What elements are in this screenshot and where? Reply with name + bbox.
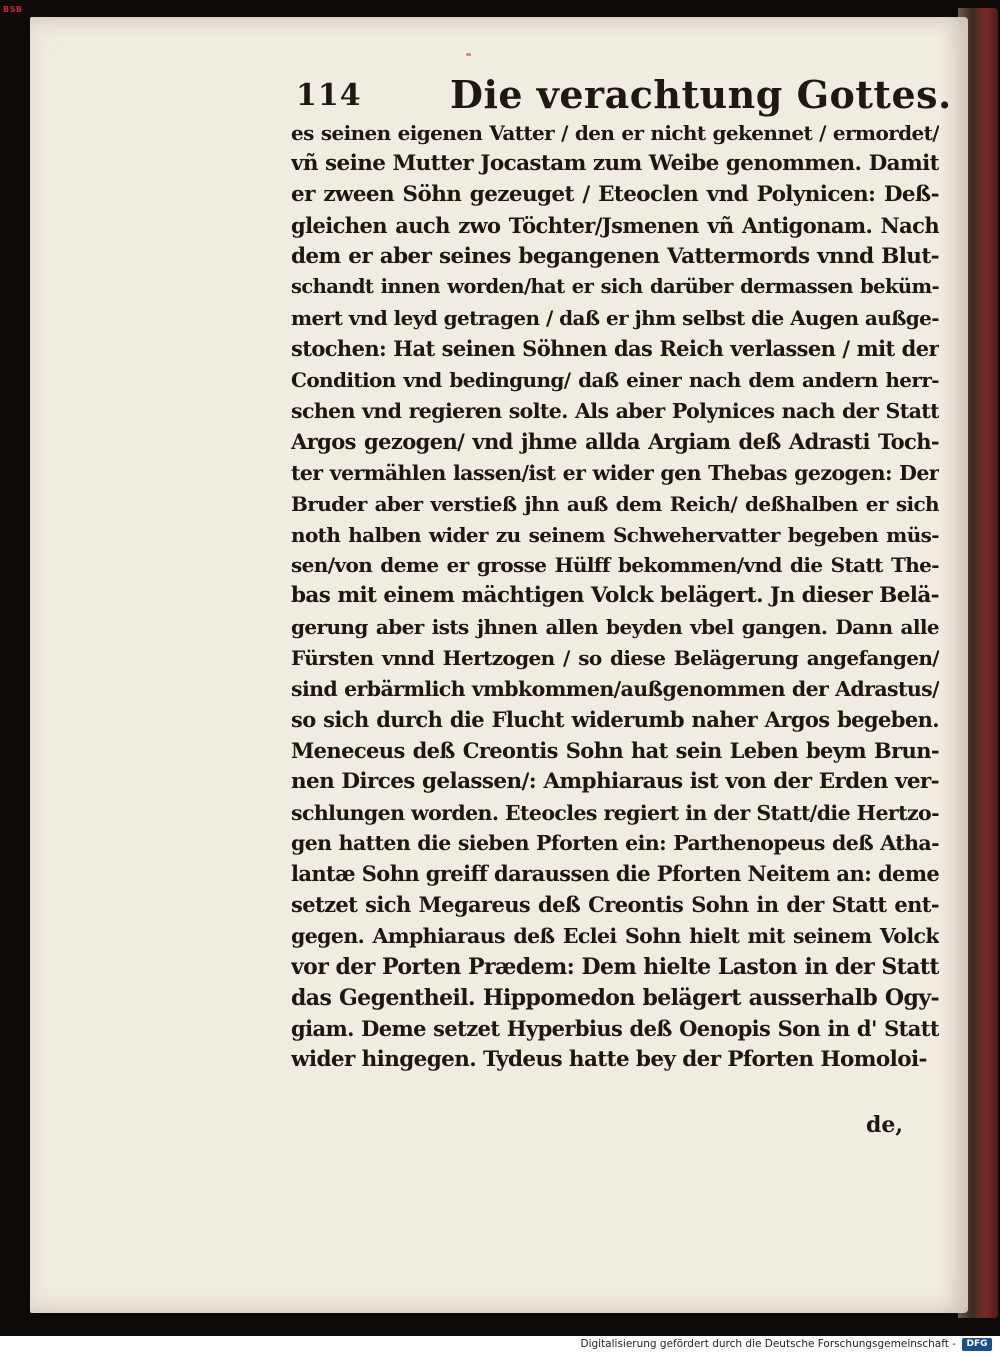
text-line: bas mit einem mächtigen Volck belägert. Jn dieser Belä- [291,583,939,609]
page-header [296,72,956,122]
text-line: das Gegentheil. Hippomedon belägert ausserhalb Ogy- [291,984,939,1011]
text-line: Condition vnd bedingung/ daß einer nach dem andern herr- [291,368,939,393]
text-line: so sich durch die Flucht widerumb naher Argos begeben. [291,706,939,732]
text-line: noth halben wider zu seinem Schwehervatter begeben müs- [291,522,939,547]
text-line: es seinen eigenen Vatter / den er nicht gekennet / ermordet/ [291,121,939,145]
text-line: nen Dirces gelassen/: Amphiaraus ist von der Erden ver- [291,768,939,794]
body-text [291,118,939,1076]
text-line: gerung aber ists jhnen allen beyden vbel gangen. Dann alle [291,615,939,640]
text-line: Fürsten vnnd Hertzogen / so diese Belägerung angefangen/ [291,646,939,671]
dfg-logo-icon: DFG [962,1338,992,1351]
text-line: schen vnd regieren solte. Als aber Polynices nach der Statt [291,399,939,424]
text-line: ter vermählen lassen/ist er wider gen Thebas gezogen: Der [291,460,939,485]
text-line: sen/von deme er grosse Hülff bekommen/vnd die Statt The- [291,553,939,578]
digitization-footer [0,1336,1000,1354]
text-line: gegen. Amphiaraus deß Eclei Sohn hielt mit seinem Volck [291,924,939,949]
text-line: setzet sich Megareus deß Creontis Sohn in der Statt ent- [291,892,939,918]
text-line: stochen: Hat seinen Söhnen das Reich verlassen / mit der [291,336,939,362]
text-line: Meneceus deß Creontis Sohn hat sein Leben beym Brun- [291,737,939,763]
page-mark [466,53,471,56]
text-line: Bruder aber verstieß jhn auß dem Reich/ deßhalben er sich [291,491,939,516]
text-line: lantæ Sohn greiff daraussen die Pforten Neitem an: deme [291,861,939,887]
text-line: vñ seine Mutter Jocastam zum Weibe genommen. Damit [291,150,939,176]
text-line: gleichen auch zwo Töchter/Jsmenen vñ Antigonam. Nach [291,212,939,238]
running-title: Die verachtung Gottes. [450,72,952,117]
text-line: sind erbärmlich vmbkommen/außgenommen der Adrastus/ [291,677,939,702]
text-line: mert vnd leyd getragen / daß er jhm selbst die Augen außge- [291,306,939,331]
text-line: giam. Deme setzet Hyperbius deß Oenopis Son in d' Statt [291,1015,939,1041]
text-line: Argos gezogen/ vnd jhme allda Argiam deß Adrasti Toch- [291,428,939,454]
text-line: wider hingegen. Tydeus hatte bey der Pforten Homoloi- [291,1046,927,1072]
text-line: schandt innen worden/hat er sich darüber dermassen beküm- [291,275,939,299]
page-number: 114 [296,78,362,113]
text-line: er zween Söhn gezeuget / Eteoclen vnd Polynicen: Deß- [291,181,939,207]
text-line: schlungen worden. Eteocles regiert in der Statt/die Hertzo- [291,800,939,825]
text-line: dem er aber seines begangenen Vattermords vnnd Blut- [291,243,939,269]
footer-credit: Digitalisierung gefördert durch die Deutsche Forschungsgemeinschaft - [580,1338,956,1350]
bsb-library-mark: BSB [3,5,23,14]
text-line: gen hatten die sieben Pforten ein: Parthenopeus deß Atha- [291,831,939,856]
text-line: vor der Porten Prædem: Dem hielte Laston in der Statt [291,954,939,981]
catchword: de, [866,1112,904,1138]
